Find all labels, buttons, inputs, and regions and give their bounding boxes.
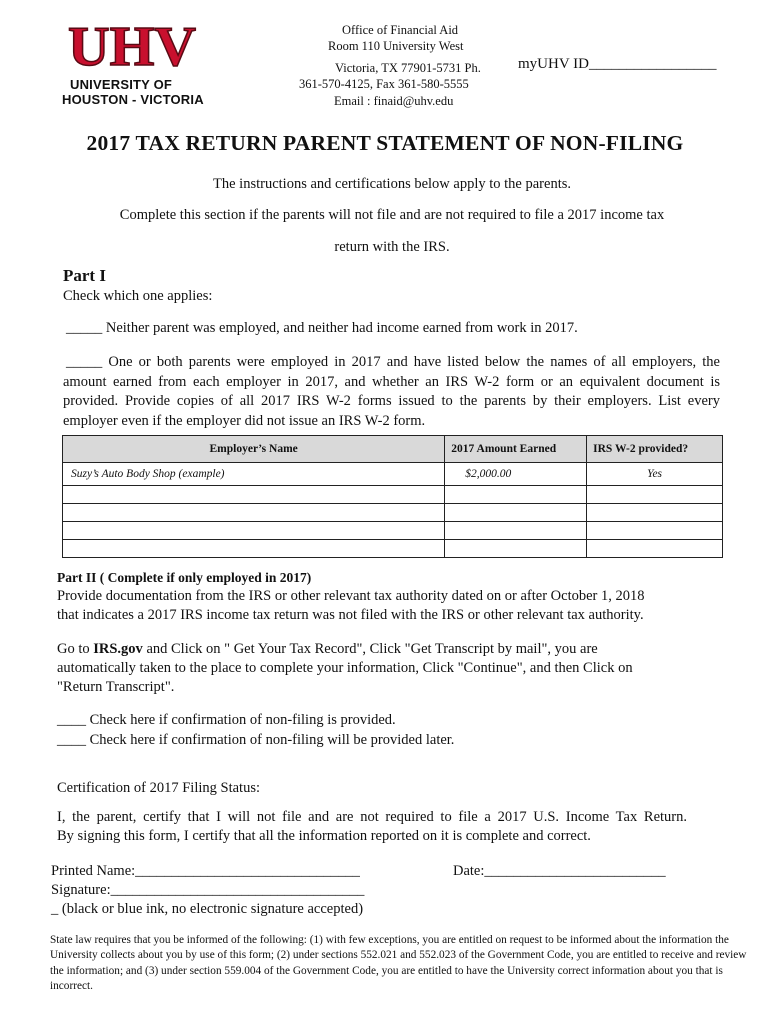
- part1-check-which: Check which one applies:: [63, 288, 213, 304]
- signature-field[interactable]: Signature:___________________________________: [51, 882, 365, 898]
- w2-provided-cell: Yes: [587, 463, 723, 486]
- part1-option-employed[interactable]: _____ One or both parents were employed in 2017 and have listed below the names of all employers, the amount earned from each employer in 2017, and whether an IRS W-2 form or an equivalent document is provided. Provide copies of all 2017 IRS W-2 forms issued to the parents by their employers. List every employer even if the employer did not issue an IRS W-2 form.: [63, 354, 720, 429]
- goto-instructions-line-2: automatically taken to the place to complete your information, Click "Continue", and then Click on: [57, 660, 633, 676]
- office-name: Office of Financial Aid: [342, 23, 459, 37]
- check-confirmation-later[interactable]: ____ Check here if confirmation of non-filing will be provided later.: [57, 732, 455, 748]
- office-email: Email : finaid@uhv.edu: [334, 94, 454, 108]
- intro-line-1: The instructions and certifications below apply to the parents.: [213, 176, 571, 192]
- amount-earned-cell[interactable]: [445, 540, 587, 558]
- office-room: Room 110 University West: [328, 39, 464, 53]
- irs-gov-link[interactable]: IRS.gov: [93, 641, 143, 657]
- logo-line-houston-victoria: HOUSTON - VICTORIA: [62, 92, 204, 107]
- date-field[interactable]: Date:_________________________: [453, 863, 666, 879]
- amount-earned-cell[interactable]: [445, 522, 587, 540]
- header-w2-provided: IRS W-2 provided?: [587, 436, 723, 463]
- page-title: 2017 TAX RETURN PARENT STATEMENT OF NON-FILING: [86, 131, 684, 155]
- part2-line-2: that indicates a 2017 IRS income tax return was not filed with the IRS or other relevant tax authority.: [57, 607, 644, 623]
- uhv-logo-text: UHV: [68, 20, 196, 70]
- intro-line-2: Complete this section if the parents will not file and are not required to file a 2017 income tax: [119, 207, 665, 223]
- part2-line-1: Provide documentation from the IRS or other relevant tax authority dated on or after October 1, 2018: [57, 588, 645, 604]
- uhv-logo: [62, 20, 202, 70]
- intro-line-3: return with the IRS.: [334, 239, 450, 255]
- goto-instructions-line-3: "Return Transcript".: [57, 679, 175, 695]
- amount-earned-cell[interactable]: [445, 486, 587, 504]
- table-row[interactable]: [63, 486, 723, 504]
- employer-name-cell: Suzy’s Auto Body Shop (example): [63, 463, 445, 486]
- employer-name-cell[interactable]: [63, 540, 445, 558]
- certification-heading: Certification of 2017 Filing Status:: [57, 780, 260, 796]
- employer-name-cell[interactable]: [63, 504, 445, 522]
- employer-table: [62, 435, 723, 558]
- w2-provided-cell[interactable]: [587, 522, 723, 540]
- w2-provided-cell[interactable]: [587, 540, 723, 558]
- office-phone-fax: 361-570-4125, Fax 361-580-5555: [299, 77, 469, 91]
- part2-heading: Part II ( Complete if only employed in 2017): [57, 570, 312, 585]
- check-confirmation-provided[interactable]: ____ Check here if confirmation of non-filing is provided.: [57, 712, 396, 728]
- certification-line-1: I, the parent, certify that I will not file and are not required to file a 2017 U.S. Income Tax Return.: [57, 809, 687, 825]
- goto-prefix: Go to: [57, 641, 94, 657]
- logo-line-university: UNIVERSITY OF: [70, 77, 173, 92]
- goto-instructions-line-1: [57, 641, 598, 658]
- table-row[interactable]: [63, 522, 723, 540]
- amount-earned-cell[interactable]: [445, 504, 587, 522]
- header-amount-earned: 2017 Amount Earned: [445, 436, 587, 463]
- ink-note: _ (black or blue ink, no electronic signature accepted): [51, 901, 364, 917]
- certification-line-2: By signing this form, I certify that all the information reported on it is complete and correct.: [57, 828, 591, 844]
- office-city: Victoria, TX 77901-5731 Ph.: [335, 61, 481, 75]
- employer-table-header-row: [63, 436, 723, 463]
- printed-name-field[interactable]: Printed Name:_______________________________: [51, 863, 360, 879]
- state-law-notice: State law requires that you be informed of the following: (1) with few exceptions, you are entitled on request to be informed about the information the University collects about you by use of this form; (2) under sections 552.021 and 552.023 of the Government Code, you are entitled to receive and review the information; and (3) under section 559.004 of the Government Code, you are entitled to have the University correct information about you that is incorrect.: [50, 934, 747, 993]
- table-row[interactable]: [63, 540, 723, 558]
- myuhv-id-field[interactable]: myUHV ID_________________: [518, 56, 717, 72]
- table-row[interactable]: [63, 504, 723, 522]
- w2-provided-cell[interactable]: [587, 504, 723, 522]
- part1-option-no-employment[interactable]: _____ Neither parent was employed, and neither had income earned from work in 2017.: [66, 320, 578, 336]
- part1-heading: Part I: [63, 266, 106, 285]
- w2-provided-cell[interactable]: [587, 486, 723, 504]
- table-row: [63, 463, 723, 486]
- employer-name-cell[interactable]: [63, 522, 445, 540]
- employer-name-cell[interactable]: [63, 486, 445, 504]
- amount-earned-cell: $2,000.00: [445, 463, 587, 486]
- goto-rest: and Click on " Get Your Tax Record", Click "Get Transcript by mail", you are: [142, 641, 598, 657]
- header-employer-name: Employer’s Name: [63, 436, 445, 463]
